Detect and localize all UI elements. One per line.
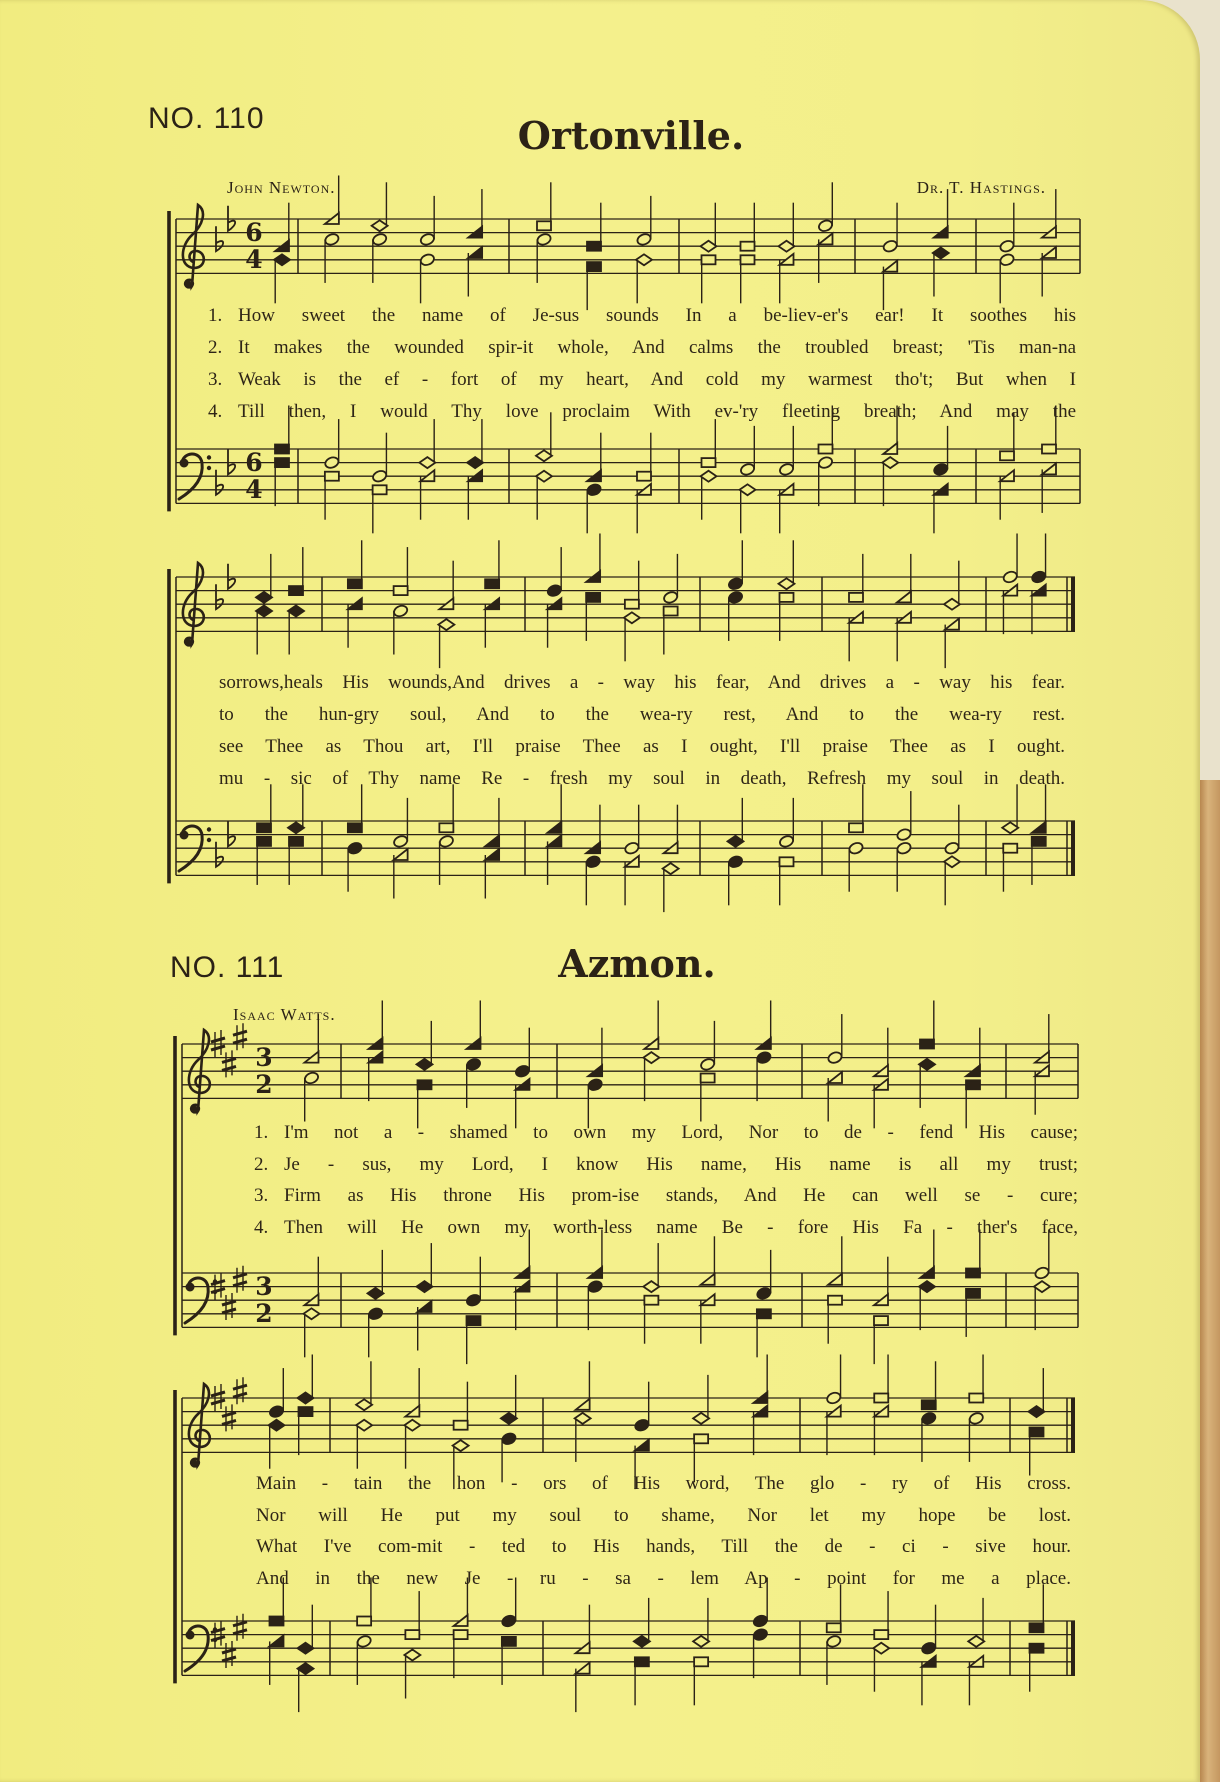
note-head [274, 254, 290, 265]
note-head [828, 1296, 842, 1305]
hymn-number: NO. 110 [148, 102, 265, 135]
note-head [587, 1078, 603, 1092]
note-head [372, 220, 388, 231]
verse-number: 2. [208, 337, 223, 358]
lyric-line [254, 1212, 1078, 1244]
bass-clef [186, 1631, 195, 1640]
note-head [371, 232, 387, 246]
note-head [739, 462, 755, 476]
note-head [257, 823, 271, 832]
key-sharp [237, 1614, 243, 1641]
key-flat [228, 449, 235, 474]
key-sharp [233, 1031, 247, 1043]
key-sharp [237, 1023, 243, 1050]
key-flat [216, 584, 223, 609]
note-head [919, 1281, 935, 1292]
lyrics-block [254, 1117, 1078, 1243]
verse-text: to the hun-gry soul, And to the wea-ry rest, And to the wea-ry rest. [219, 704, 1065, 725]
lyric-line [254, 1149, 1078, 1181]
note-head [896, 828, 912, 842]
note-head [757, 1309, 771, 1318]
note-head [298, 1663, 314, 1674]
key-sharp [226, 1050, 232, 1077]
bass-clef [180, 459, 189, 468]
note-head [587, 1280, 603, 1294]
note-head [663, 863, 679, 874]
note-head [883, 261, 897, 272]
note-head [897, 591, 911, 602]
note-head [728, 836, 744, 847]
treble-clef [191, 1106, 198, 1113]
note-head [536, 450, 552, 461]
note-head [299, 1407, 313, 1416]
note-head [694, 1434, 708, 1443]
lyric-line [208, 364, 1076, 396]
note-head [944, 841, 960, 855]
note-head [536, 471, 552, 482]
note-head [625, 600, 639, 609]
note-head [636, 254, 652, 265]
note-head [356, 1420, 372, 1431]
note-head [920, 1040, 934, 1049]
note-head [417, 1281, 433, 1292]
note-head [419, 253, 435, 267]
note-head [303, 1071, 319, 1085]
bass-clef [207, 466, 211, 470]
note-head [1002, 822, 1018, 833]
note-head [1029, 1406, 1045, 1417]
key-sharp [222, 1058, 236, 1070]
note-head [740, 484, 756, 495]
note-head [922, 1400, 936, 1409]
note-head [694, 1657, 708, 1666]
note-head [324, 456, 340, 470]
verse-number: 3. [208, 369, 223, 390]
note-head [537, 221, 551, 230]
note-head [1030, 1623, 1044, 1632]
lyric-line [256, 1563, 1071, 1595]
note-head [817, 456, 833, 470]
note-head [693, 1413, 709, 1424]
note-head [468, 247, 482, 258]
lyric-line [219, 763, 1065, 795]
time-signature-top: 6 [245, 218, 263, 247]
lyrics-block [208, 300, 1076, 428]
note-head [268, 1405, 284, 1419]
time-signature-top: 3 [255, 1272, 273, 1301]
note-head [419, 232, 435, 246]
lyric-line [256, 1500, 1071, 1532]
note-head [288, 606, 304, 617]
note-head [1032, 837, 1046, 846]
note-head [874, 1394, 888, 1403]
note-head [693, 1636, 709, 1647]
note-head [348, 579, 362, 588]
time-signature-top: 6 [245, 448, 263, 477]
note-head [819, 233, 833, 244]
note-head [1000, 451, 1014, 460]
key-flat [228, 206, 235, 231]
note-head [547, 835, 561, 846]
author-credit: Isaac Watts. [233, 1005, 336, 1024]
note-head [404, 1420, 420, 1431]
key-sharp [222, 1412, 236, 1424]
composer-credit: Dr. T. Hastings. [916, 178, 1046, 197]
note-head [439, 823, 453, 832]
verse-text: Weak is the ef - fort of my heart, And cold my warmest tho't; But when I [238, 369, 1076, 390]
note-head [752, 1614, 768, 1628]
note-head [270, 1635, 284, 1646]
note-head [827, 1051, 843, 1065]
key-flat [216, 842, 223, 867]
note-head [634, 1636, 650, 1647]
verse-text: Till then, I would Thy love proclaim With ev-'ry fleeting breath; And may the [238, 401, 1076, 422]
verse-text: What I've com-mit - ted to His hands, Till the de - ci - sive hour. [256, 1536, 1071, 1557]
note-head [419, 457, 435, 468]
verse-text: see Thee as Thou art, I'll praise Thee as I ought, I'll praise Thee as I ought. [219, 736, 1065, 757]
note-head [546, 584, 562, 598]
note-head [501, 1614, 517, 1628]
lyric-line [219, 731, 1065, 763]
note-head [257, 837, 271, 846]
note-head [405, 1630, 419, 1639]
note-head [275, 445, 289, 454]
note-head [624, 841, 640, 855]
note-head [576, 1663, 590, 1674]
note-head [269, 1420, 285, 1431]
note-head [637, 472, 651, 481]
verse-number: 1. [254, 1122, 269, 1143]
note-head [702, 255, 716, 264]
note-head [454, 1630, 468, 1639]
verse-text: Firm as His throne His prom-ise stands, And He can well se - cure; [284, 1185, 1078, 1206]
note-head [1034, 1281, 1050, 1292]
note-head [467, 457, 483, 468]
key-sharp [237, 1377, 243, 1404]
note-head [780, 593, 794, 602]
note-head [966, 1269, 980, 1278]
note-head [827, 1623, 841, 1632]
note-head [465, 1293, 481, 1307]
note-head [367, 1307, 383, 1321]
note-head [356, 1634, 372, 1648]
note-head [270, 1617, 284, 1626]
lyric-line [208, 396, 1076, 428]
verse-number: 4. [254, 1216, 269, 1238]
key-flat [228, 564, 235, 589]
note-head [848, 841, 864, 855]
note-head [587, 242, 601, 251]
author-credit: John Newton. [227, 178, 336, 197]
lyrics-block [219, 667, 1065, 795]
note-head [933, 248, 949, 259]
note-head [357, 1617, 371, 1626]
note-head [874, 1316, 888, 1325]
verse-number: 1. [208, 305, 223, 326]
key-sharp [233, 1274, 247, 1286]
time-signature-bottom: 4 [245, 475, 263, 504]
note-head [664, 607, 678, 616]
verse-text: Je - sus, my Lord, I know His name, His name is all my trust; [284, 1153, 1078, 1175]
note-head [438, 619, 454, 630]
note-head [256, 592, 272, 603]
note-head [634, 1418, 650, 1432]
note-head [756, 1286, 772, 1300]
hymn-title: Azmon. [558, 941, 716, 986]
note-head [882, 457, 898, 468]
note-head [873, 1643, 889, 1654]
verse-text: How sweet the name of Je-sus sounds In a be-liev-er's ear! It soothes his [238, 305, 1076, 326]
lyric-line [219, 699, 1065, 731]
note-head [741, 242, 755, 251]
note-head [896, 841, 912, 855]
note-head [966, 1080, 980, 1089]
note-head [643, 1281, 659, 1292]
note-head [1002, 570, 1018, 584]
note-head [576, 1399, 590, 1410]
note-head [826, 1391, 842, 1405]
note-head [325, 472, 339, 481]
bass-clef [180, 831, 189, 840]
hymn-number: NO. 111 [170, 951, 285, 984]
lyrics-block [256, 1468, 1071, 1594]
note-head [779, 241, 795, 252]
note-head [404, 1650, 420, 1661]
time-signature-top: 3 [255, 1043, 273, 1072]
note-head [485, 579, 499, 588]
note-head [501, 1413, 517, 1424]
note-head [438, 834, 454, 848]
note-head [1030, 1428, 1044, 1437]
note-head [289, 586, 303, 595]
note-head [501, 1432, 517, 1446]
note-head [819, 445, 833, 454]
lyric-line [208, 300, 1076, 332]
note-head [945, 619, 959, 630]
note-head [348, 823, 362, 832]
note-head [999, 253, 1015, 267]
note-head [882, 239, 898, 253]
verse-text: And in the new Je - ru - sa - lem Ap - point for me a place. [256, 1567, 1071, 1589]
note-head [514, 1064, 530, 1078]
bass-clef [207, 455, 211, 459]
note-head [701, 1274, 715, 1285]
note-head [849, 823, 863, 832]
key-sharp [222, 1301, 236, 1313]
note-head [575, 1413, 591, 1424]
note-head [921, 1411, 937, 1425]
note-head [826, 1634, 842, 1648]
note-head [701, 1074, 715, 1083]
key-sharp [226, 1641, 232, 1668]
note-head [417, 1059, 433, 1070]
note-head [933, 462, 949, 476]
hymn-title: Ortonville. [517, 113, 745, 158]
note-head [304, 1308, 320, 1319]
note-head [636, 232, 652, 246]
note-head [1030, 1644, 1044, 1653]
key-sharp [226, 1293, 232, 1320]
verse-text: Nor will He put my soul to shame, Nor let my hope be lost. [256, 1504, 1071, 1526]
bass-clef [207, 838, 211, 842]
verse-number: 4. [208, 401, 223, 422]
verse-text: sorrows,heals His wounds,And drives a - way his fear, And drives a - way his fear. [219, 672, 1065, 693]
note-head [968, 1636, 984, 1647]
note-head [453, 1440, 469, 1451]
note-head [779, 578, 795, 589]
note-head [727, 590, 743, 604]
key-sharp [233, 1385, 247, 1397]
note-head [1031, 570, 1047, 584]
lyric-line [256, 1468, 1071, 1500]
time-signature-bottom: 2 [255, 1299, 273, 1328]
key-flat [216, 470, 223, 495]
note-head [828, 1274, 842, 1285]
lyric-line [254, 1117, 1078, 1149]
key-sharp [237, 1266, 243, 1293]
lyric-line [208, 332, 1076, 364]
verse-text: Then will He own my worth-less name Be - fore His Fa - ther's face, [284, 1216, 1078, 1238]
note-head [418, 1301, 432, 1312]
treble-clef [185, 639, 192, 646]
note-head [256, 606, 272, 617]
note-head [849, 593, 863, 602]
note-head [1003, 844, 1017, 853]
note-head [874, 1630, 888, 1639]
note-head [586, 483, 602, 497]
note-head [373, 485, 387, 494]
note-head [921, 1641, 937, 1655]
lyric-line [219, 667, 1065, 699]
note-head [635, 1440, 649, 1451]
note-head [999, 239, 1015, 253]
note-head [347, 841, 363, 855]
note-head [586, 593, 600, 602]
note-head [368, 1288, 384, 1299]
note-head [467, 1316, 481, 1325]
note-head [502, 1637, 516, 1646]
note-head [585, 855, 601, 869]
note-head [371, 469, 387, 483]
note-head [485, 835, 499, 846]
key-sharp [233, 1622, 247, 1634]
note-head [1042, 247, 1056, 258]
note-head [394, 586, 408, 595]
note-head [828, 1072, 842, 1083]
key-flat [216, 226, 223, 251]
note-head [298, 1643, 314, 1654]
note-head [699, 1057, 715, 1071]
bass-clef [207, 827, 211, 831]
note-head [727, 855, 743, 869]
bass-clef [186, 1283, 195, 1292]
note-head [701, 471, 717, 482]
note-head [587, 262, 601, 271]
note-head [1034, 1266, 1050, 1280]
note-head [275, 458, 289, 467]
note-head [662, 590, 678, 604]
note-head [966, 1289, 980, 1298]
treble-clef [185, 281, 192, 288]
note-head [624, 612, 640, 623]
verse-text: It makes the wounded spir-it whole, And calms the troubled breast; 'Tis man-na [238, 337, 1076, 358]
verse-text: I'm not a - shamed to own my Lord, Nor to de - fend His cause; [284, 1122, 1078, 1143]
note-head [644, 1296, 658, 1305]
note-head [741, 255, 755, 264]
key-flat [228, 821, 235, 846]
note-head [727, 577, 743, 591]
note-head [298, 1393, 314, 1404]
note-head [635, 1657, 649, 1666]
note-head [780, 857, 794, 866]
note-head [944, 856, 960, 867]
note-head [778, 834, 794, 848]
note-head [356, 1399, 372, 1410]
note-head [817, 219, 833, 233]
note-head [969, 1394, 983, 1403]
note-head [465, 1057, 481, 1071]
note-head [454, 1421, 468, 1430]
note-head [394, 849, 408, 860]
time-signature-bottom: 2 [255, 1070, 273, 1099]
verse-text: mu - sic of Thy name Re - fresh my soul in death, Refresh my soul in death. [219, 768, 1065, 789]
lyric-line [254, 1180, 1078, 1212]
note-head [289, 837, 303, 846]
treble-clef [191, 1460, 198, 1467]
note-head [536, 232, 552, 246]
note-head [1032, 822, 1046, 833]
verse-text: Main - tain the hon - ors of His word, The glo - ry of His cross. [256, 1473, 1071, 1494]
note-head [752, 1628, 768, 1642]
note-head [418, 1080, 432, 1089]
note-head [324, 232, 340, 246]
note-head [968, 1411, 984, 1425]
verse-number: 3. [254, 1185, 269, 1206]
note-head [778, 462, 794, 476]
note-head [1042, 445, 1056, 454]
note-head [702, 458, 716, 467]
note-head [392, 604, 408, 618]
note-head [756, 1051, 772, 1065]
note-head [288, 822, 304, 833]
key-sharp [222, 1649, 236, 1661]
verse-number: 2. [254, 1153, 269, 1175]
note-head [701, 241, 717, 252]
note-head [1042, 463, 1056, 474]
key-sharp [226, 1404, 232, 1431]
note-head [392, 834, 408, 848]
note-head [547, 822, 561, 833]
note-head [919, 1059, 935, 1070]
time-signature-bottom: 4 [245, 245, 263, 274]
note-head [485, 849, 499, 860]
note-head [944, 599, 960, 610]
note-head [643, 1052, 659, 1063]
lyric-line [256, 1531, 1071, 1563]
